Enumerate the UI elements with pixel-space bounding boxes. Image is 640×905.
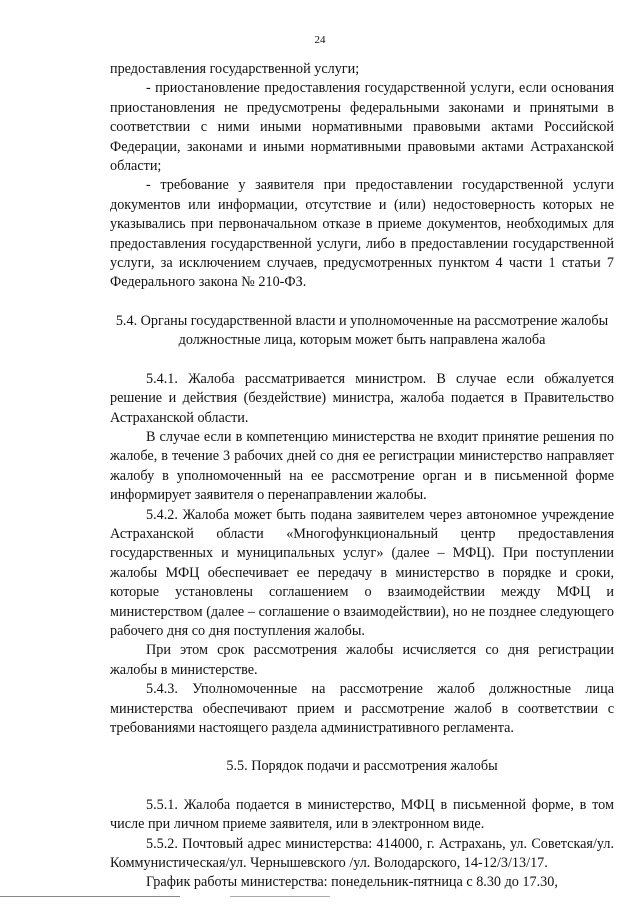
- paragraph: При этом срок рассмотрения жалобы исчисляется со дня регистрации жалобы в министерстве.: [110, 642, 614, 678]
- list-item: - приостановление предоставления государственной услуги, если основания приостановления не предусмотрены федеральными законами и принятыми в соответствии с ними иными нормативными правовыми актами Российской Федерации, законами и иными нормативными правовыми актами Астраханской области;: [110, 80, 614, 175]
- paragraph: 5.4.1. Жалоба рассматривается министром. В случае если обжалуется решение и действия (бездействие) министра, жалоба подается в Правительство Астраханской области.: [110, 370, 614, 426]
- paragraph: предоставления государственной услуги;: [110, 61, 360, 77]
- paragraph: 5.5.1. Жалоба подается в министерство, МФЦ в письменной форме, в том числе при личном приеме заявителя, или в электронном виде.: [110, 796, 614, 833]
- paragraph: В случае если в компетенцию министерства не входит принятие решения по жалобе, в течение 3 рабочих дней со дня ее регистрации министерство направляет жалобу в уполномоченный на ее рассмотрение орган и в письменной форме информирует заявителя о перенаправлении жалобы.: [110, 428, 614, 504]
- footer-rule: [0, 896, 640, 897]
- page-number: 24: [314, 34, 326, 46]
- section-heading: 5.5. Порядок подачи и рассмотрения жалобы: [226, 758, 498, 775]
- document-body: [110, 60, 614, 893]
- paragraph: 5.5.2. Почтовый адрес министерства: 414000, г. Астрахань, ул. Советская/ул. Коммунистическая/ул. Чернышевского /ул. Володарского, 14-12/3/13/17.: [110, 835, 614, 872]
- paragraph: 5.4.3. Уполномоченные на рассмотрение жалоб должностные лица министерства обеспечивают прием и рассмотрение жалоб в соответствии с требованиями настоящего раздела административного регламента.: [110, 681, 614, 736]
- section-heading: 5.4. Органы государственной власти и уполномоченные на рассмотрение жалобы должностные лица, которым может быть направлена жалоба: [115, 312, 609, 349]
- list-item: - требование у заявителя при предоставлении государственной услуги документов или информации, отсутствие и (или) недостоверность которых не указывались при первоначальном отказе в приеме документов, необходимых для предоставления государственной услуги, либо в предоставлении государственной услуги, за исключением случаев, предусмотренных пунктом 4 части 1 статьи 7 Федерального закона № 210-ФЗ.: [110, 177, 614, 291]
- paragraph: 5.4.2. Жалоба может быть подана заявителем через автономное учреждение Астраханской области «Многофункциональный центр предоставления государственных и муниципальных услуг» (далее – МФЦ). При поступлении жалобы МФЦ обеспечивает ее передачу в министерство в порядке и сроки, которые установлены соглашением о взаимодействии между МФЦ и министерством (далее – соглашение о взаимодействии), но не позднее следующего рабочего дня со дня поступления жалобы.: [110, 506, 614, 639]
- paragraph: График работы министерства: понедельник-пятница с 8.30 до 17.30,: [146, 874, 558, 891]
